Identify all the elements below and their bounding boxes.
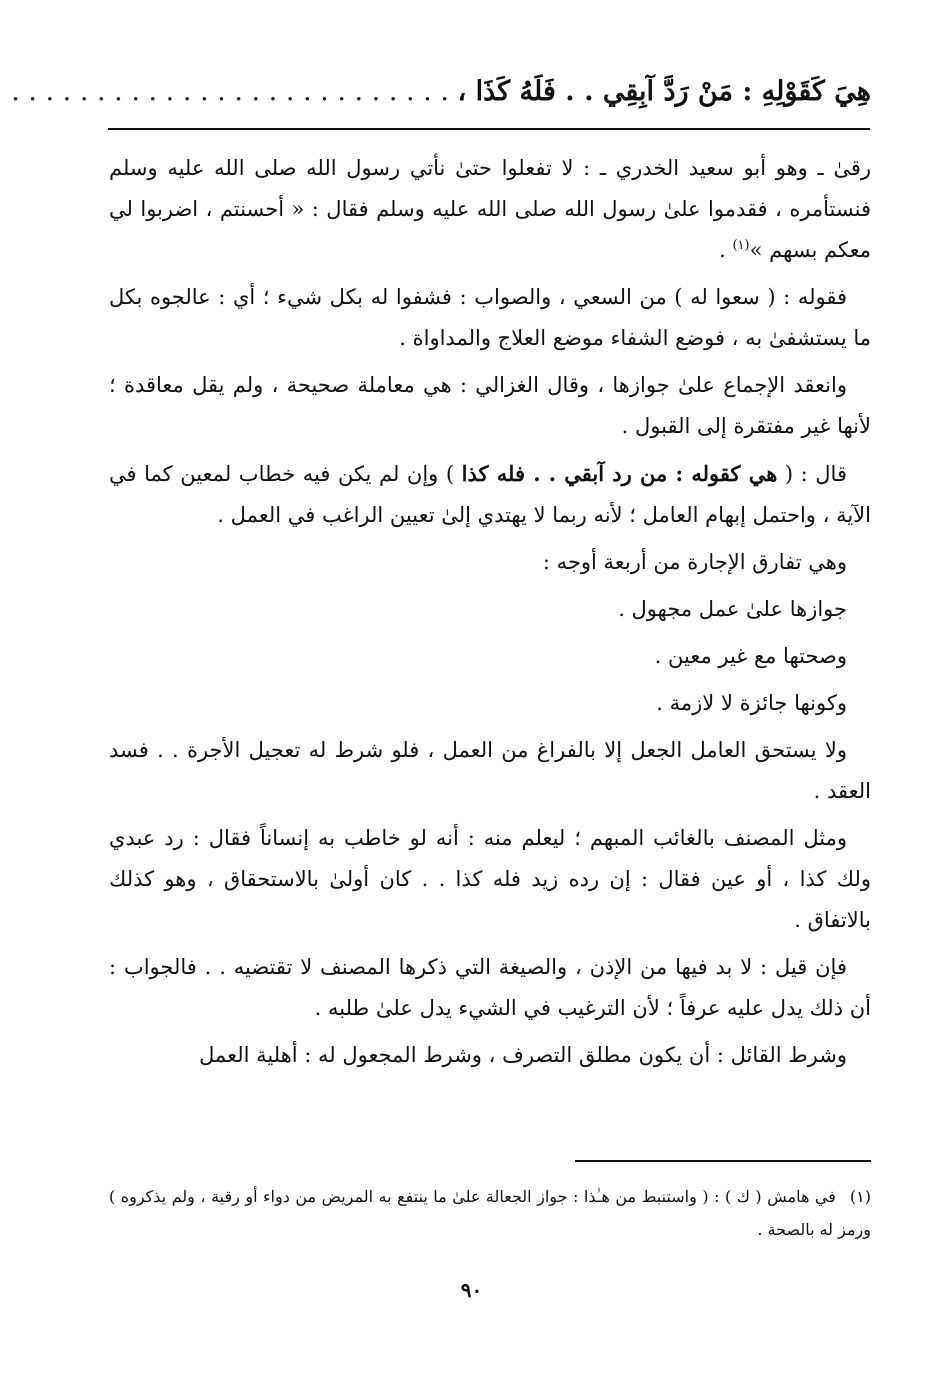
- paragraph-1-text: رقىٰ ـ وهو أبو سعيد الخدري ـ : لا تفعلوا حتىٰ نأتي رسول الله صلى الله عليه وسلم فنستأمره ، فقدموا علىٰ رسول الله صلى الله عليه وسلم فقال : « أحسنتم ، اضربوا لي معكم بسهم »: [109, 156, 871, 262]
- main-text: [109, 148, 871, 1082]
- paragraph-3: وانعقد الإجماع علىٰ جوازها ، وقال الغزالي : هي معاملة صحيحة ، ولم يقل معاقدة ؛ لأنها غير مفتقرة إلى القبول .: [109, 373, 871, 438]
- paragraph-1: [109, 148, 871, 271]
- paragraph-4-end: ) وإن لم يكن فيه خطاب لمعين كما في الآية ، واحتمل إبهام العامل ؛ لأنه ربما لا يهتدي إلىٰ تعيين الراغب في العمل .: [109, 462, 871, 527]
- paragraph-2: فقوله : ( سعوا له ) من السعي ، والصواب : فشفوا له بكل شيء ؛ أي : عالجوه بكل ما يستشفىٰ به ، فوضع الشفاء موضع العلاج والمداواة .: [109, 285, 871, 350]
- difference-item-4: ولا يستحق العامل الجعل إلا بالفراغ من العمل ، فلو شرط له تعجيل الأجرة . . فسد العقد .: [109, 738, 871, 803]
- paragraph-11: فإن قيل : لا بد فيها من الإذن ، والصيغة التي ذكرها المصنف لا تقتضيه . . فالجواب : أن ذلك يدل عليه عرفاً ؛ لأن الترغيب في الشيء يدل علىٰ طلبه .: [109, 955, 871, 1020]
- footnote-rule: [575, 1160, 871, 1162]
- paragraph-5: وهي تفارق الإجارة من أربعة أوجه :: [542, 550, 847, 574]
- paragraph-10: ومثل المصنف بالغائب المبهم ؛ ليعلم منه : أنه لو خاطب به إنساناً فقال : رد عبدي ولك كذا ، أو عين فقال : إن رده زيد فله كذا . . كان أولىٰ بالاستحقاق ، وهو كذلك بالاتفاق .: [109, 826, 871, 932]
- running-header-leader-dots: . . . . . . . . . . . . . . . . . . . . . . . . . .: [11, 76, 449, 107]
- difference-item-3: وكونها جائزة لا لازمة .: [656, 691, 847, 715]
- paragraph-4-start: قال : (: [777, 462, 847, 486]
- page-number: ٩٠: [460, 1278, 483, 1302]
- footnote-text: في هامش ( ك ) : ( واستنبط من هـٰذا : جواز الجعالة علىٰ ما ينتفع به المريض من دواء أو رقية ، ولم يذكروه ) ورمز له بالصحة .: [109, 1187, 871, 1239]
- paragraph-1-end: .: [719, 238, 733, 262]
- quoted-matn: هي كقوله : من رد آبقي . . فله كذا: [461, 461, 778, 486]
- footnote-number: (١): [849, 1187, 872, 1206]
- difference-item-1: جوازها علىٰ عمل مجهول .: [618, 597, 847, 621]
- paragraph-12: وشرط القائل : أن يكون مطلق التصرف ، وشرط المجعول له : أهلية العمل: [199, 1043, 847, 1067]
- header-rule: [108, 128, 870, 130]
- footnote-reference: (١): [732, 238, 750, 253]
- footnote: [109, 1180, 871, 1246]
- running-header-title: هِيَ كَقَوْلِهِ : مَنْ رَدَّ آبِقِي . . فَلَهُ كَذَا ،: [457, 76, 871, 107]
- paragraph-4: [109, 453, 871, 536]
- difference-item-2: وصحتها مع غير معين .: [654, 644, 847, 668]
- running-header: [11, 72, 871, 112]
